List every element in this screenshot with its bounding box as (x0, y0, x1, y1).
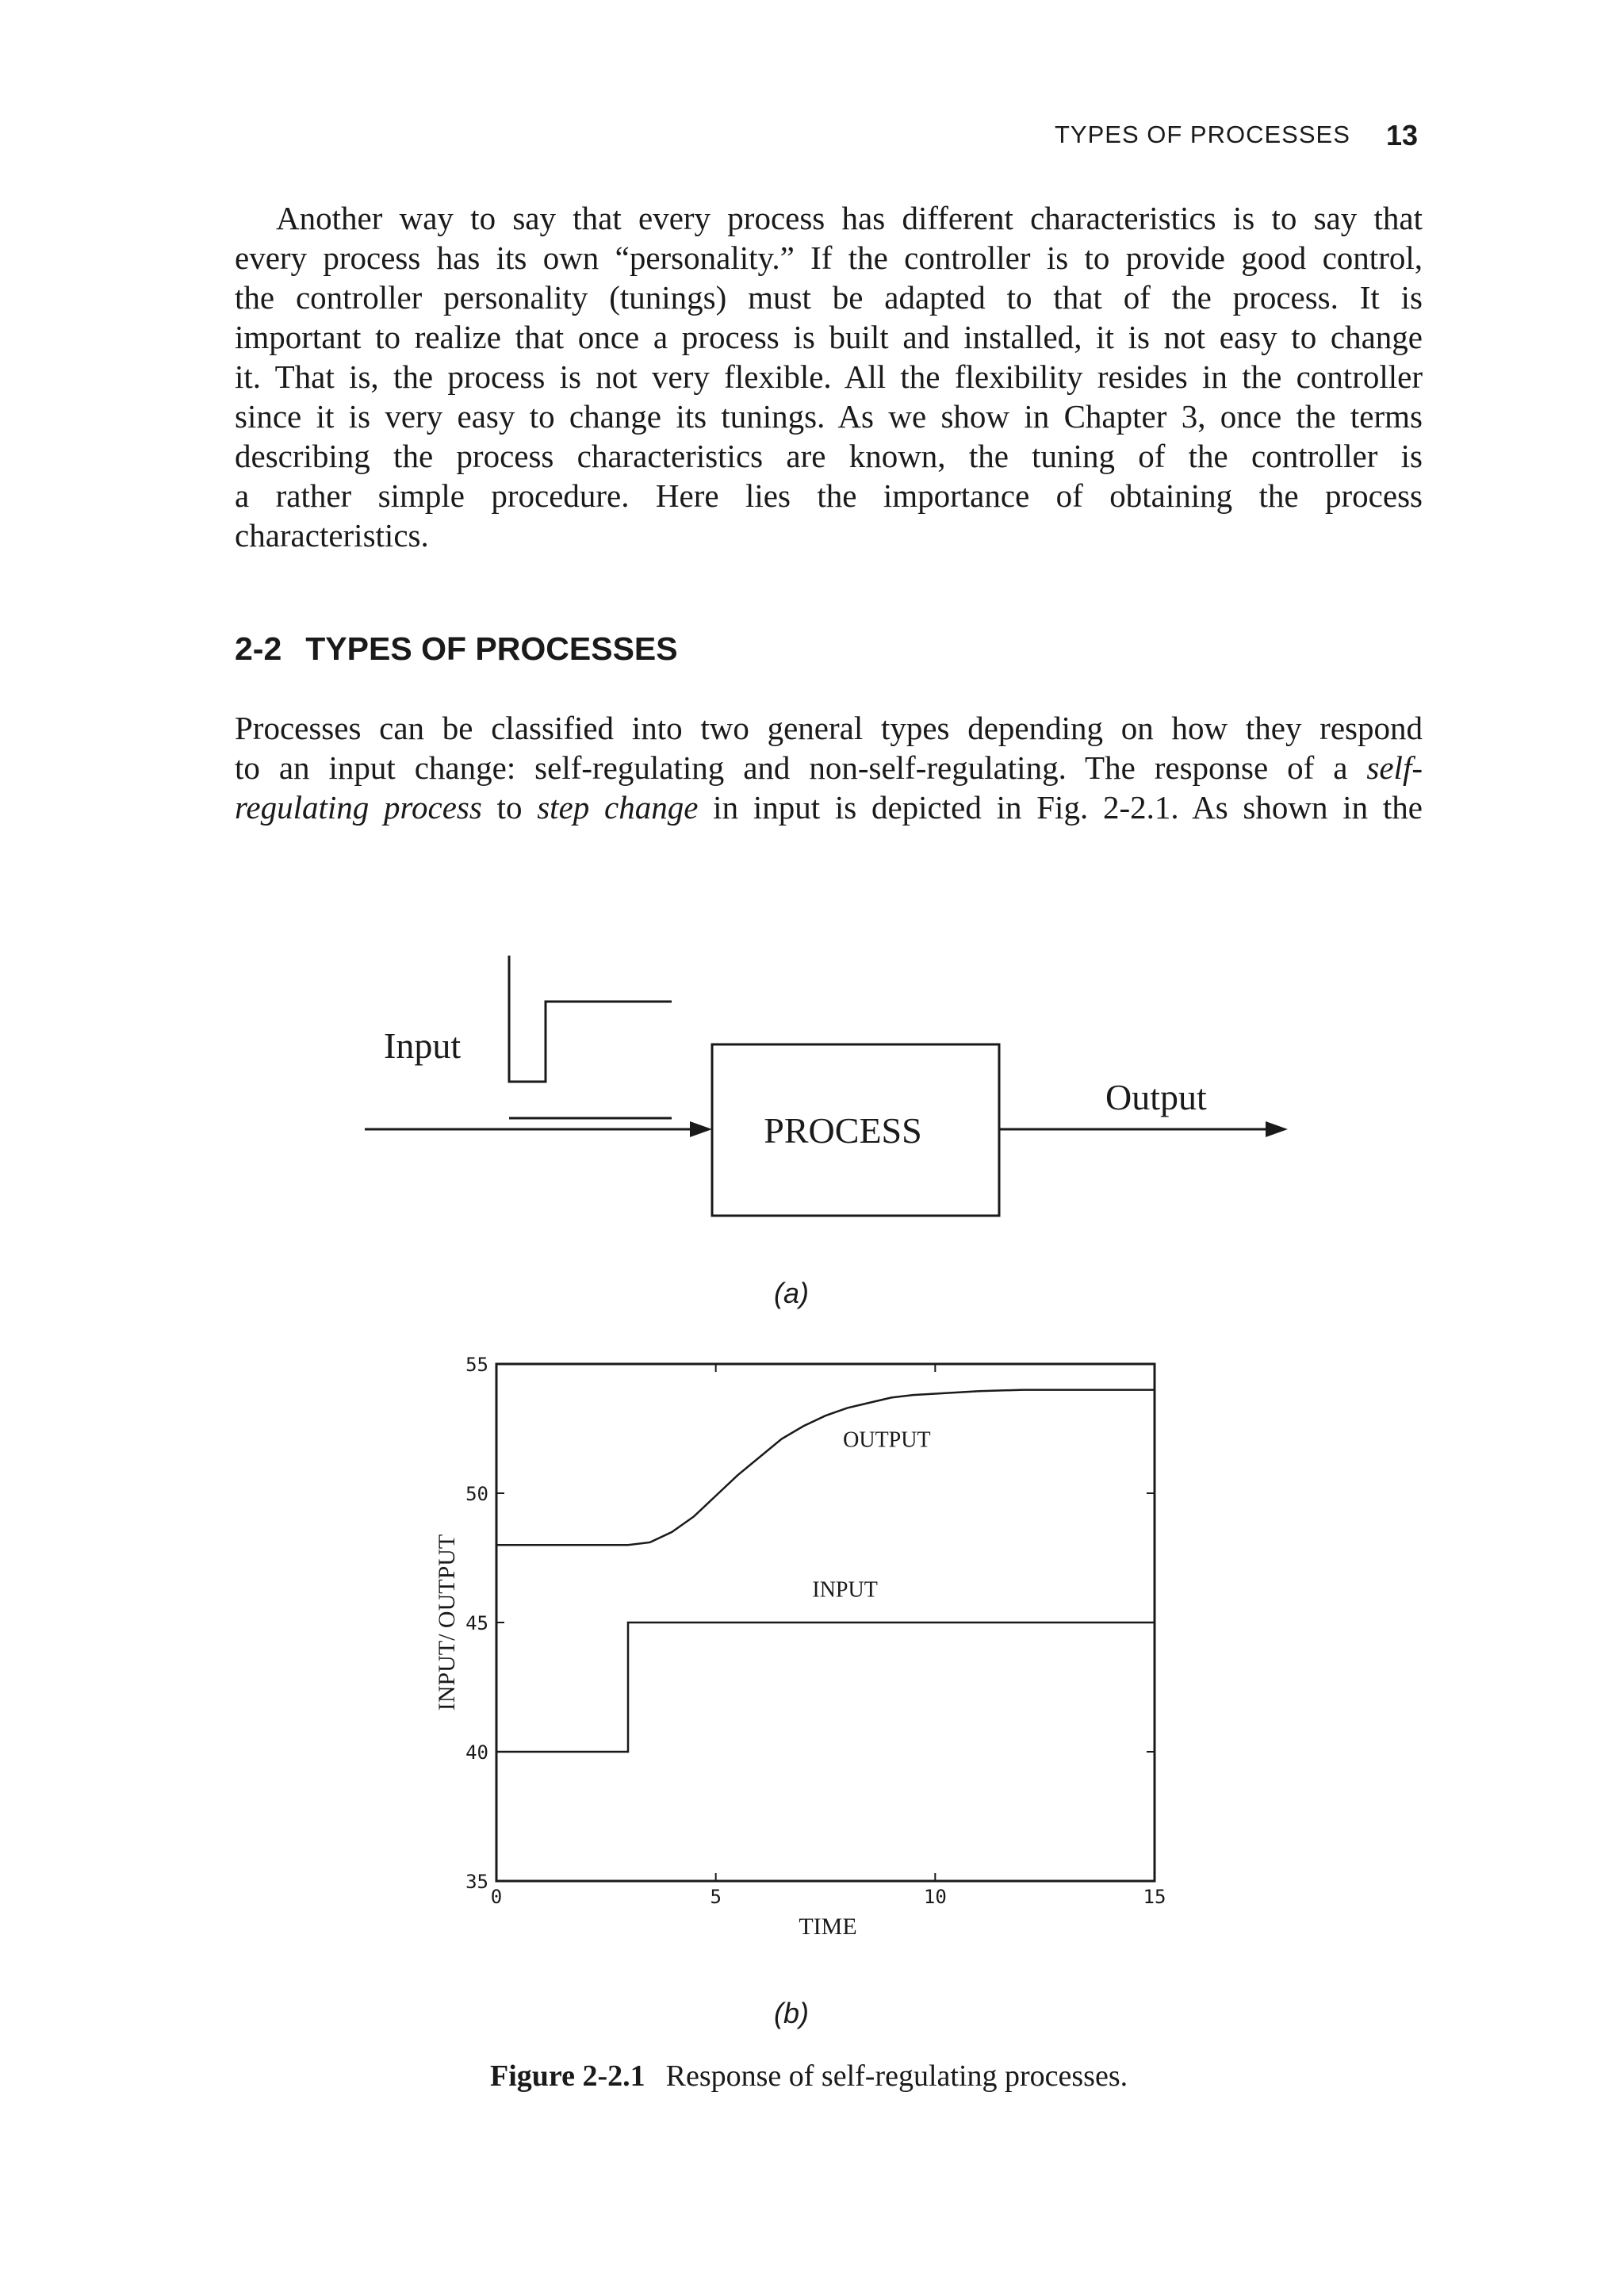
y-tick-label: 50 (465, 1483, 488, 1505)
section-title: TYPES OF PROCESSES (305, 630, 678, 667)
y-tick-label: 40 (465, 1741, 488, 1764)
y-axis-label: INPUT/ OUTPUT (434, 1534, 460, 1711)
section-heading (235, 630, 678, 668)
output-label: Output (1105, 1077, 1207, 1117)
text-line: important to realize that once a process is built and installed, it is not easy to change (235, 319, 1423, 355)
text-span: to (481, 789, 538, 826)
y-tick-label: 55 (465, 1354, 488, 1376)
italic-term: regulating process (235, 789, 482, 826)
figure-caption (490, 2059, 1128, 2094)
page-number: 13 (1386, 119, 1419, 151)
series-label-input: INPUT (812, 1577, 878, 1603)
series-line-output (496, 1390, 1155, 1546)
process-box (712, 1044, 999, 1216)
text-line: since it is very easy to change its tunings. As we show in Chapter 3, once the terms (235, 398, 1423, 435)
text-span: to an input change: self-regulating and non-self-regulating. The response of a (235, 749, 1367, 786)
x-axis-label: TIME (799, 1914, 857, 1940)
italic-term: self- (1366, 749, 1423, 786)
text-line: a rather simple procedure. Here lies the importance of obtaining the process (235, 477, 1423, 514)
text-line: it. That is, the process is not very flexible. All the flexibility resides in the controller (235, 358, 1423, 395)
figure-sublabel-a: (a) (774, 1277, 809, 1309)
text-line (235, 787, 1423, 827)
figure-sublabel-b: (b) (774, 1997, 809, 2029)
text-line: characteristics. (235, 517, 429, 554)
section-number: 2-2 (235, 630, 282, 667)
text-line (235, 748, 1423, 787)
axis-ticks (465, 1354, 1166, 1908)
process-label: PROCESS (764, 1110, 922, 1151)
figure-caption-text: Response of self-regulating processes. (665, 2059, 1128, 2093)
text-line: describing the process characteristics are known, the tuning of the controller is (235, 438, 1423, 474)
figure-number: Figure 2-2.1 (490, 2059, 645, 2093)
x-tick-label: 5 (710, 1886, 722, 1908)
x-tick-label: 15 (1143, 1886, 1166, 1908)
y-tick-label: 35 (465, 1871, 488, 1893)
series-label-output: OUTPUT (843, 1427, 931, 1453)
x-tick-label: 10 (923, 1886, 947, 1908)
paragraph-types (235, 708, 1423, 827)
text-line: every process has its own “personality.” If the controller is to provide good control, (235, 239, 1423, 276)
plot-frame (496, 1364, 1155, 1881)
series-group (496, 1390, 1155, 1752)
step-input-icon (509, 956, 672, 1082)
italic-term: step change (537, 789, 699, 826)
text-line: the controller personality (tunings) must be adapted to that of the process. It is (235, 279, 1423, 316)
y-tick-label: 45 (465, 1612, 488, 1634)
output-arrowhead (1266, 1121, 1288, 1137)
series-line-input (496, 1622, 1155, 1752)
text-line: Another way to say that every process has different characteristics is to say that (276, 200, 1423, 236)
text-line: Processes can be classified into two general types depending on how they respond (235, 710, 1423, 746)
input-label: Input (384, 1025, 462, 1066)
x-tick-label: 0 (490, 1886, 503, 1908)
paragraph-intro (235, 198, 1423, 555)
text-span: in input is depicted in Fig. 2-2.1. As shown in the (698, 789, 1423, 826)
running-title: TYPES OF PROCESSES (1055, 121, 1350, 148)
series-labels (812, 1427, 930, 1602)
input-arrowhead (690, 1121, 712, 1137)
